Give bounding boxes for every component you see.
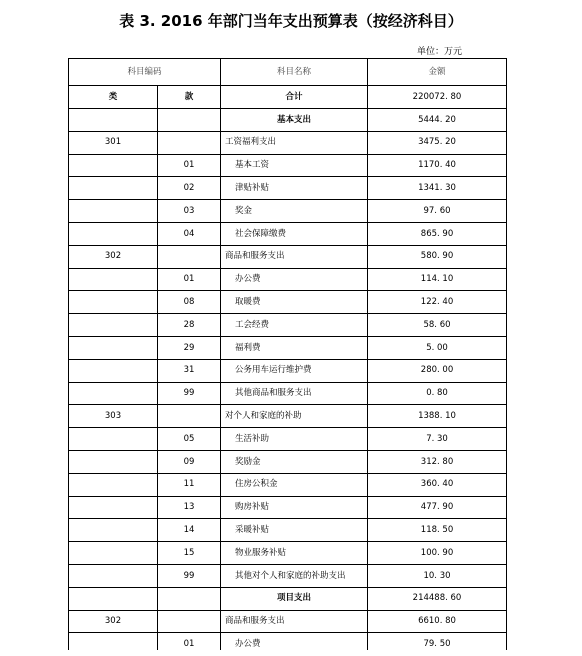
row-amount: 280. 00 bbox=[368, 359, 507, 382]
row-name: 办公费 bbox=[221, 633, 368, 656]
row-amount: 100. 90 bbox=[368, 542, 507, 565]
budget-table bbox=[68, 58, 507, 656]
row-lei bbox=[69, 496, 158, 519]
row-amount: 865. 90 bbox=[368, 222, 507, 245]
table-row bbox=[69, 450, 507, 473]
row-lei bbox=[69, 587, 158, 610]
table-row bbox=[69, 382, 507, 405]
total-row bbox=[69, 86, 507, 109]
row-name: 生活补助 bbox=[221, 428, 368, 451]
row-name: 办公费 bbox=[221, 268, 368, 291]
row-name: 商品和服务支出 bbox=[221, 245, 368, 268]
table-row bbox=[69, 268, 507, 291]
page-crop-edge bbox=[0, 650, 582, 656]
row-amount: 5. 00 bbox=[368, 336, 507, 359]
row-lei bbox=[69, 200, 158, 223]
table-row bbox=[69, 109, 507, 132]
row-amount: 7. 30 bbox=[368, 428, 507, 451]
row-amount: 3475. 20 bbox=[368, 131, 507, 154]
row-kuan: 11 bbox=[158, 473, 221, 496]
table-row bbox=[69, 428, 507, 451]
row-lei bbox=[69, 222, 158, 245]
row-name: 采暖补贴 bbox=[221, 519, 368, 542]
row-name: 取暖费 bbox=[221, 291, 368, 314]
row-name: 福利费 bbox=[221, 336, 368, 359]
table-row bbox=[69, 177, 507, 200]
row-kuan: 01 bbox=[158, 154, 221, 177]
table-row bbox=[69, 473, 507, 496]
document-title: 表 3. 2016 年部门当年支出预算表（按经济科目） bbox=[119, 12, 463, 30]
row-lei bbox=[69, 109, 158, 132]
row-amount: 114. 10 bbox=[368, 268, 507, 291]
row-lei: 303 bbox=[69, 405, 158, 428]
row-lei bbox=[69, 519, 158, 542]
row-name: 对个人和家庭的补助 bbox=[221, 405, 368, 428]
table-row bbox=[69, 587, 507, 610]
row-amount: 10. 30 bbox=[368, 564, 507, 587]
row-amount: 6610. 80 bbox=[368, 610, 507, 633]
header-name: 科目名称 bbox=[221, 59, 368, 86]
row-name: 奖金 bbox=[221, 200, 368, 223]
row-amount: 1341. 30 bbox=[368, 177, 507, 200]
row-kuan: 04 bbox=[158, 222, 221, 245]
row-kuan: 15 bbox=[158, 542, 221, 565]
row-name: 工资福利支出 bbox=[221, 131, 368, 154]
row-name: 基本工资 bbox=[221, 154, 368, 177]
row-lei bbox=[69, 428, 158, 451]
table-row bbox=[69, 200, 507, 223]
row-kuan bbox=[158, 245, 221, 268]
table-row bbox=[69, 542, 507, 565]
table-row bbox=[69, 154, 507, 177]
row-kuan bbox=[158, 131, 221, 154]
row-amount: 580. 90 bbox=[368, 245, 507, 268]
table-row bbox=[69, 336, 507, 359]
row-amount: 122. 40 bbox=[368, 291, 507, 314]
row-name: 基本支出 bbox=[221, 109, 368, 132]
row-name: 工会经费 bbox=[221, 314, 368, 337]
row-kuan bbox=[158, 587, 221, 610]
row-name: 其他商品和服务支出 bbox=[221, 382, 368, 405]
row-kuan: 01 bbox=[158, 268, 221, 291]
row-lei bbox=[69, 450, 158, 473]
row-lei bbox=[69, 336, 158, 359]
row-amount: 477. 90 bbox=[368, 496, 507, 519]
row-amount: 79. 50 bbox=[368, 633, 507, 656]
row-kuan: 28 bbox=[158, 314, 221, 337]
row-amount: 1388. 10 bbox=[368, 405, 507, 428]
row-amount: 1170. 40 bbox=[368, 154, 507, 177]
table-row bbox=[69, 314, 507, 337]
row-kuan: 05 bbox=[158, 428, 221, 451]
row-amount: 97. 60 bbox=[368, 200, 507, 223]
row-name: 物业服务补贴 bbox=[221, 542, 368, 565]
table-row bbox=[69, 291, 507, 314]
row-name: 项目支出 bbox=[221, 587, 368, 610]
row-name: 公务用车运行维护费 bbox=[221, 359, 368, 382]
row-kuan: 09 bbox=[158, 450, 221, 473]
row-lei: 302 bbox=[69, 245, 158, 268]
table-row bbox=[69, 405, 507, 428]
row-lei bbox=[69, 291, 158, 314]
row-name: 津贴补贴 bbox=[221, 177, 368, 200]
row-kuan: 31 bbox=[158, 359, 221, 382]
row-kuan: 01 bbox=[158, 633, 221, 656]
header-lei: 类 bbox=[69, 86, 158, 109]
row-kuan: 14 bbox=[158, 519, 221, 542]
row-kuan: 99 bbox=[158, 382, 221, 405]
row-kuan: 29 bbox=[158, 336, 221, 359]
row-name: 其他对个人和家庭的补助支出 bbox=[221, 564, 368, 587]
total-label: 合计 bbox=[221, 86, 368, 109]
row-name: 社会保障缴费 bbox=[221, 222, 368, 245]
row-kuan: 13 bbox=[158, 496, 221, 519]
row-name: 住房公积金 bbox=[221, 473, 368, 496]
row-amount: 0. 80 bbox=[368, 382, 507, 405]
table-row bbox=[69, 131, 507, 154]
header-kuan: 款 bbox=[158, 86, 221, 109]
table-row bbox=[69, 610, 507, 633]
row-kuan: 08 bbox=[158, 291, 221, 314]
table-row bbox=[69, 496, 507, 519]
row-amount: 214488. 60 bbox=[368, 587, 507, 610]
row-kuan: 03 bbox=[158, 200, 221, 223]
header-row bbox=[69, 59, 507, 86]
row-name: 奖励金 bbox=[221, 450, 368, 473]
table-row bbox=[69, 359, 507, 382]
row-name: 购房补贴 bbox=[221, 496, 368, 519]
total-value: 220072. 80 bbox=[368, 86, 507, 109]
row-lei bbox=[69, 177, 158, 200]
row-lei bbox=[69, 154, 158, 177]
row-lei bbox=[69, 268, 158, 291]
row-amount: 58. 60 bbox=[368, 314, 507, 337]
header-code: 科目编码 bbox=[69, 59, 221, 86]
row-lei bbox=[69, 359, 158, 382]
row-amount: 118. 50 bbox=[368, 519, 507, 542]
row-lei bbox=[69, 564, 158, 587]
table-row bbox=[69, 245, 507, 268]
row-amount: 5444. 20 bbox=[368, 109, 507, 132]
row-lei bbox=[69, 314, 158, 337]
row-lei bbox=[69, 473, 158, 496]
unit-label: 单位：万元 bbox=[417, 47, 463, 57]
row-lei: 301 bbox=[69, 131, 158, 154]
table-row bbox=[69, 519, 507, 542]
row-kuan bbox=[158, 610, 221, 633]
row-lei bbox=[69, 542, 158, 565]
header-amount: 金额 bbox=[368, 59, 507, 86]
row-kuan bbox=[158, 405, 221, 428]
row-name: 商品和服务支出 bbox=[221, 610, 368, 633]
row-kuan: 02 bbox=[158, 177, 221, 200]
row-lei: 302 bbox=[69, 610, 158, 633]
table-row bbox=[69, 222, 507, 245]
row-lei bbox=[69, 382, 158, 405]
table-row bbox=[69, 564, 507, 587]
row-kuan bbox=[158, 109, 221, 132]
row-kuan: 99 bbox=[158, 564, 221, 587]
row-amount: 360. 40 bbox=[368, 473, 507, 496]
row-amount: 312. 80 bbox=[368, 450, 507, 473]
